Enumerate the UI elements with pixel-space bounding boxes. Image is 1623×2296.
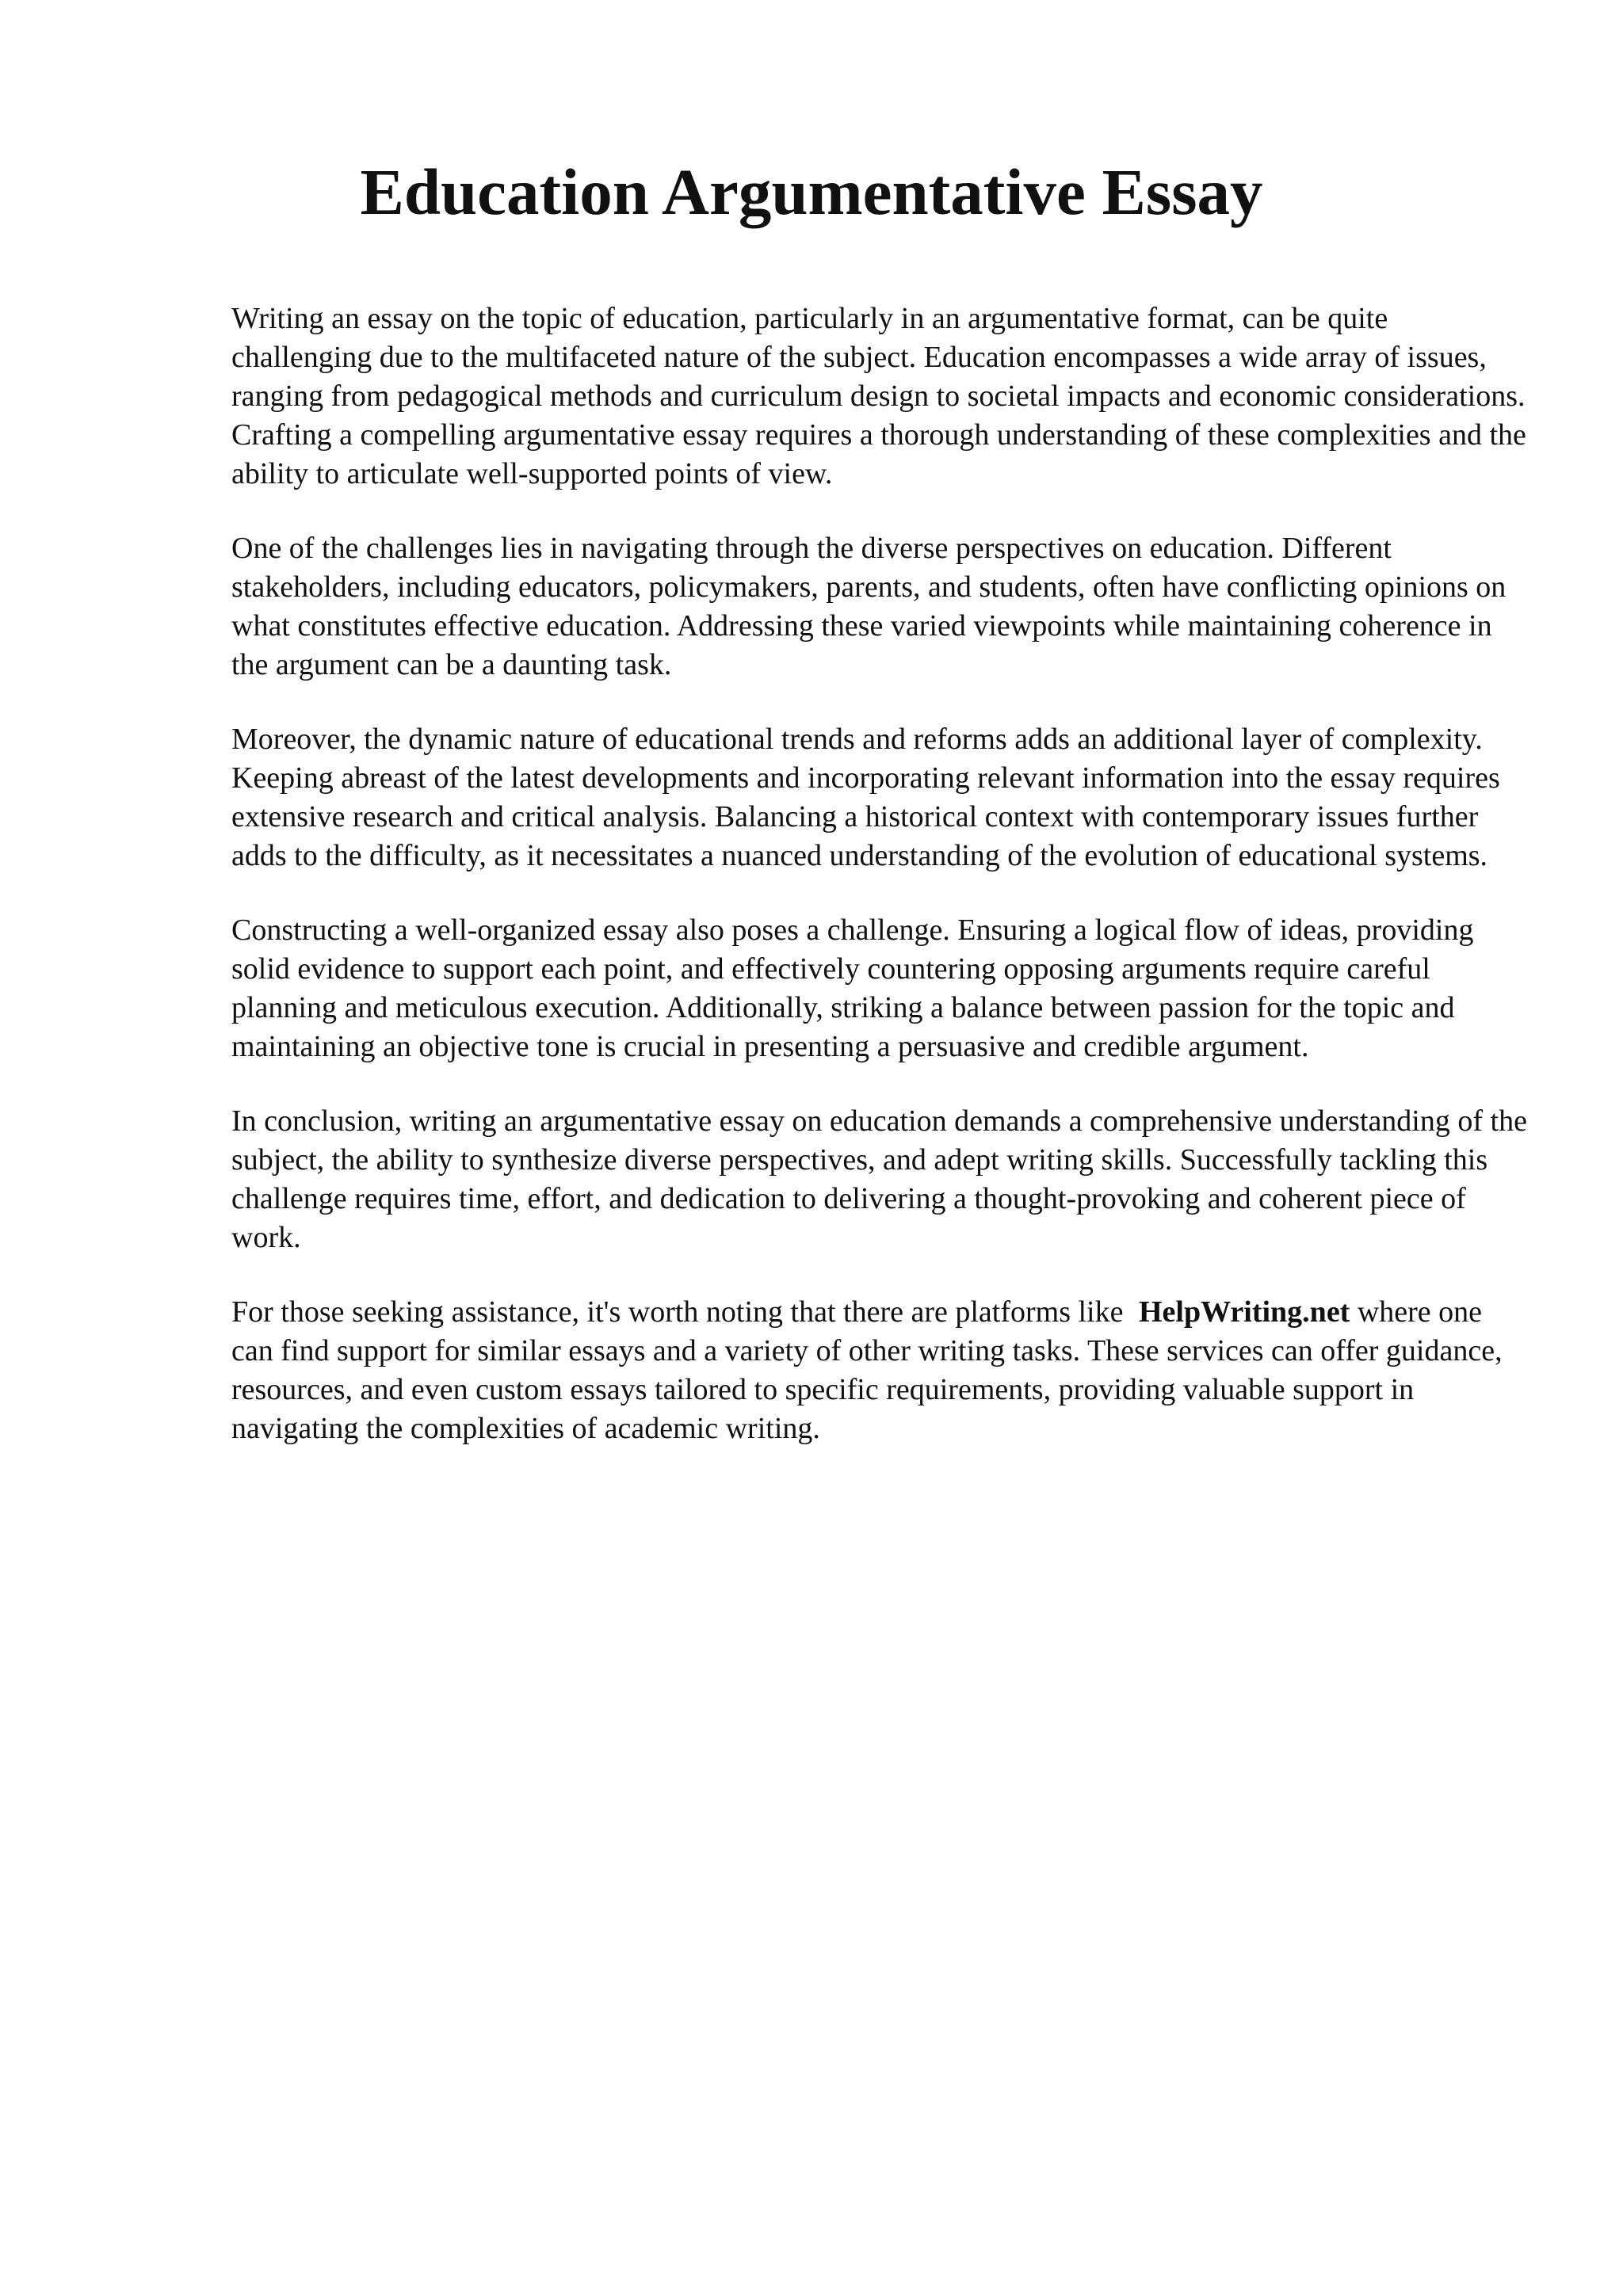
paragraph-5: In conclusion, writing an argumentative essay on education demands a comprehensive understanding of the subject, the ability to synthesize diverse perspectives, and adept writing skills. Successfully tackling this challenge requires time, effort, and dedication to delivering a thought-provoking and coherent piece of work.: [231, 1104, 1527, 1254]
paragraph-3: Moreover, the dynamic nature of educational trends and reforms adds an additional layer of complexity. Keeping abreast of the latest developments and incorporating relevant information into the essay requires extensive research and critical analysis. Balancing a historical context with contemporary issues further adds to the difficulty, as it necessitates a nuanced understanding of the evolution of educational systems.: [231, 723, 1500, 872]
closing-paragraph: [231, 1293, 1531, 1448]
closing-rest-text: where one can find support for similar essays and a variety of other writing tasks. These services can offer guidance, resources, and even custom essays tailored to specific requirements, providing valuable support in navigating the complexities of academic writing.: [231, 1295, 1503, 1445]
closing-lead-text: For those seeking assistance, it's worth noting that there are platforms like: [231, 1295, 1131, 1329]
essay-body: [231, 299, 1531, 1484]
paragraph-2: One of the challenges lies in navigating through the diverse perspectives on education. Different stakeholders, including educators, policymakers, parents, and students, often have conflicting opinions on what constitutes effective education. Addressing these varied viewpoints while maintaining coherence in the argument can be a daunting task.: [231, 532, 1507, 681]
brand-name-link[interactable]: HelpWriting.net: [1138, 1295, 1350, 1329]
paragraph-4: Constructing a well-organized essay also poses a challenge. Ensuring a logical flow of ideas, providing solid evidence to support each point, and effectively countering opposing arguments require careful planning and meticulous execution. Additionally, striking a balance between passion for the topic and maintaining an objective tone is crucial in presenting a persuasive and credible argument.: [231, 913, 1474, 1063]
page-title: Education Argumentative Essay: [360, 155, 1263, 228]
paragraph-1: Writing an essay on the topic of education, particularly in an argumentative format, can be quite challenging due to the multifaceted nature of the subject. Education encompasses a wide array of issues, ranging from pedagogical methods and curriculum design to societal impacts and economic considerations. Crafting a compelling argumentative essay requires a thorough understanding of these complexities and the ability to articulate well-supported points of view.: [231, 302, 1526, 490]
